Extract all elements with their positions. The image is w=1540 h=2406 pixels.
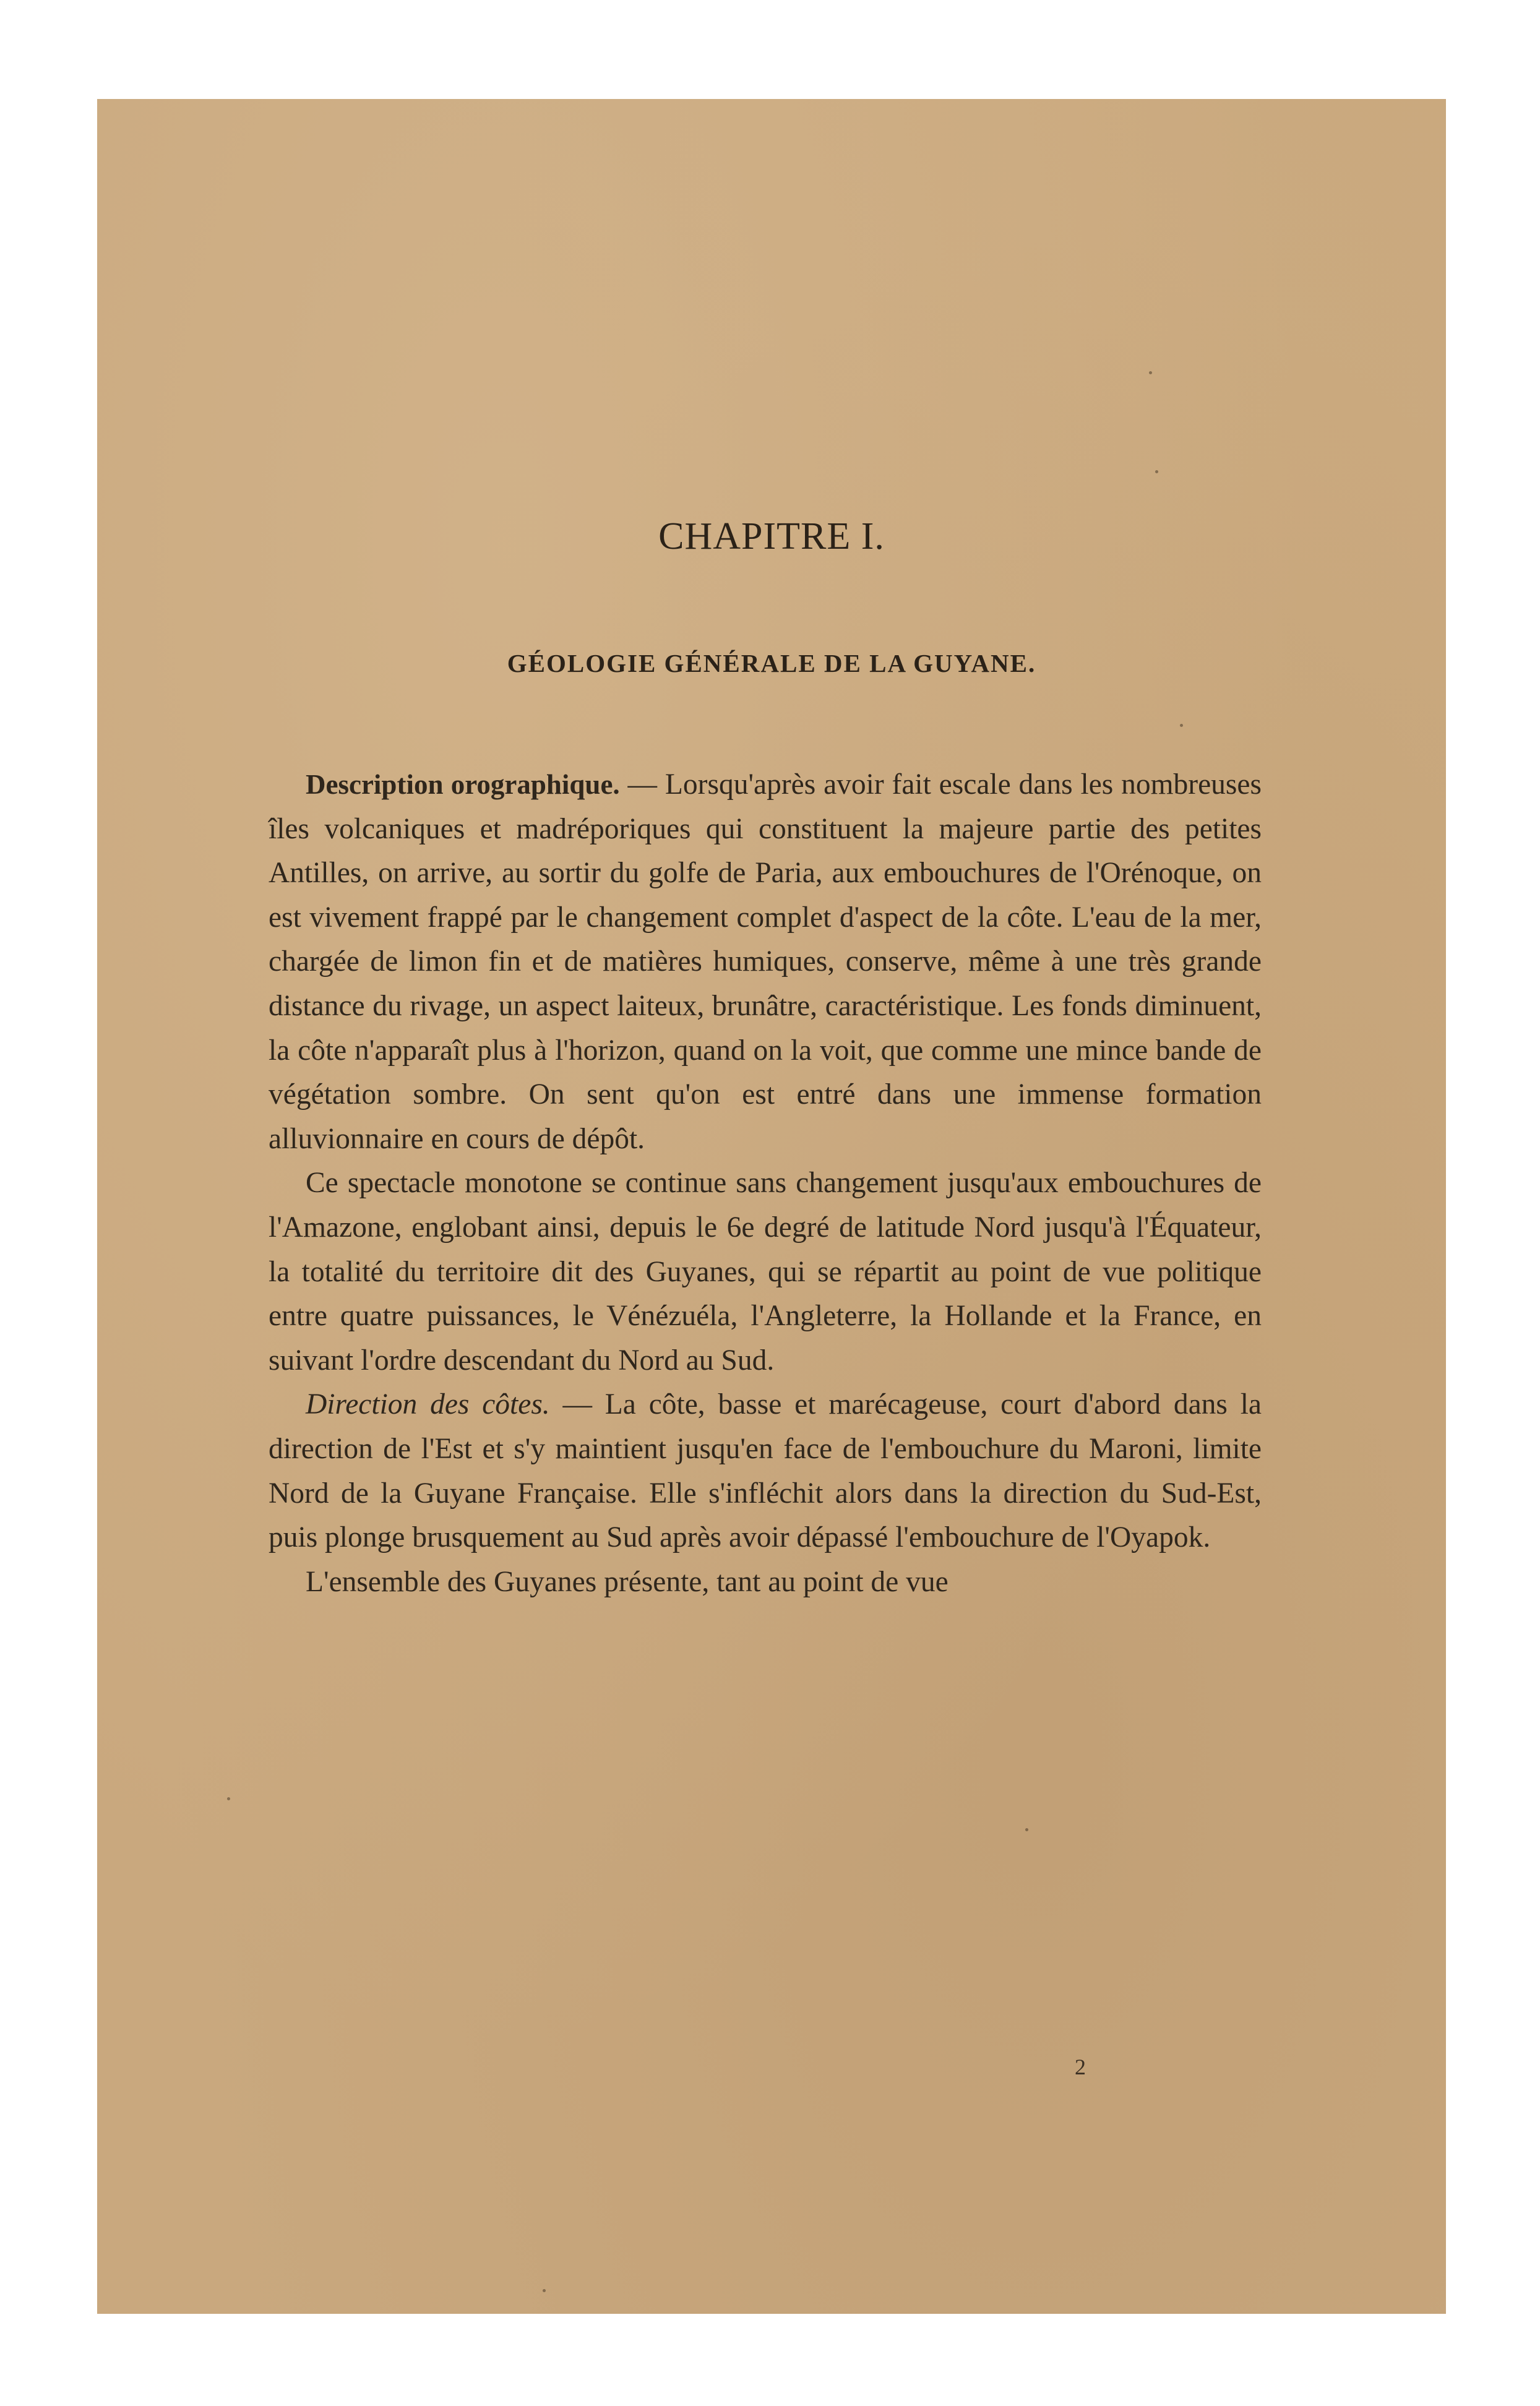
paragraph-text: L'ensemble des Guyanes présente, tant au point de vue <box>306 1565 949 1598</box>
paragraph-guyanes <box>269 1161 1262 1383</box>
paragraph-ensemble <box>269 1560 1262 1605</box>
paragraph-text: — Lorsqu'après avoir fait escale dans les nombreuses îles volcaniques et madréporiques qui constituent la majeure partie des petites Antilles, on arrive, au sortir du golfe de Paria, aux embouchures de l'Orénoque, on est vivement frappé par le changement complet d'aspect de la côte. L'eau de la mer, chargée de limon fin et de matières humiques, conserve, même à une très grande distance du rivage, un aspect laiteux, brunâtre, caractéristique. Les fonds diminuent, la côte n'apparaît plus à l'horizon, quand on la voit, que comme une mince bande de végétation sombre. On sent qu'on est entré dans une immense formation alluvionnaire en cours de dépôt. <box>269 768 1262 1155</box>
paragraph-coast-direction <box>269 1383 1262 1560</box>
body-text <box>269 763 1262 1604</box>
run-in-heading: Description orographique. <box>306 769 620 800</box>
paper-speck <box>1025 1828 1028 1831</box>
paper-speck <box>543 2289 546 2292</box>
paragraph-text: Ce spectacle monotone se continue sans changement jusqu'aux embouchures de l'Amazone, englobant ainsi, depuis le 6e degré de latitude Nord jusqu'à l'Équateur, la totalité du territoire dit des Guyanes, qui se répartit au point de vue politique entre quatre puissances, le Vénézuéla, l'Angleterre, la Hollande et la France, en suivant l'ordre descendant du Nord au Sud. <box>269 1167 1262 1377</box>
paper-speck <box>1180 724 1183 727</box>
run-in-heading: Direction des côtes. <box>306 1388 550 1421</box>
paper-speck <box>1149 371 1152 374</box>
paper-speck <box>1155 470 1158 473</box>
paragraph-orography <box>269 763 1262 1161</box>
paper-speck <box>227 1797 230 1800</box>
chapter-title: CHAPITRE I. <box>658 515 885 557</box>
paragraph-text: — La côte, basse et marécageuse, court d'abord dans la direction de l'Est et s'y maintient jusqu'en face de l'embouchure du Maroni, limite Nord de la Guyane Française. Elle s'infléchit alors dans la direction du Sud-Est, puis plonge brusquement au Sud après avoir dépassé l'embouchure de l'Oyapok. <box>269 1388 1262 1554</box>
book-page <box>97 99 1446 2314</box>
section-title: GÉOLOGIE GÉNÉRALE DE LA GUYANE. <box>507 649 1036 677</box>
page-number: 2 <box>1075 2055 1086 2079</box>
